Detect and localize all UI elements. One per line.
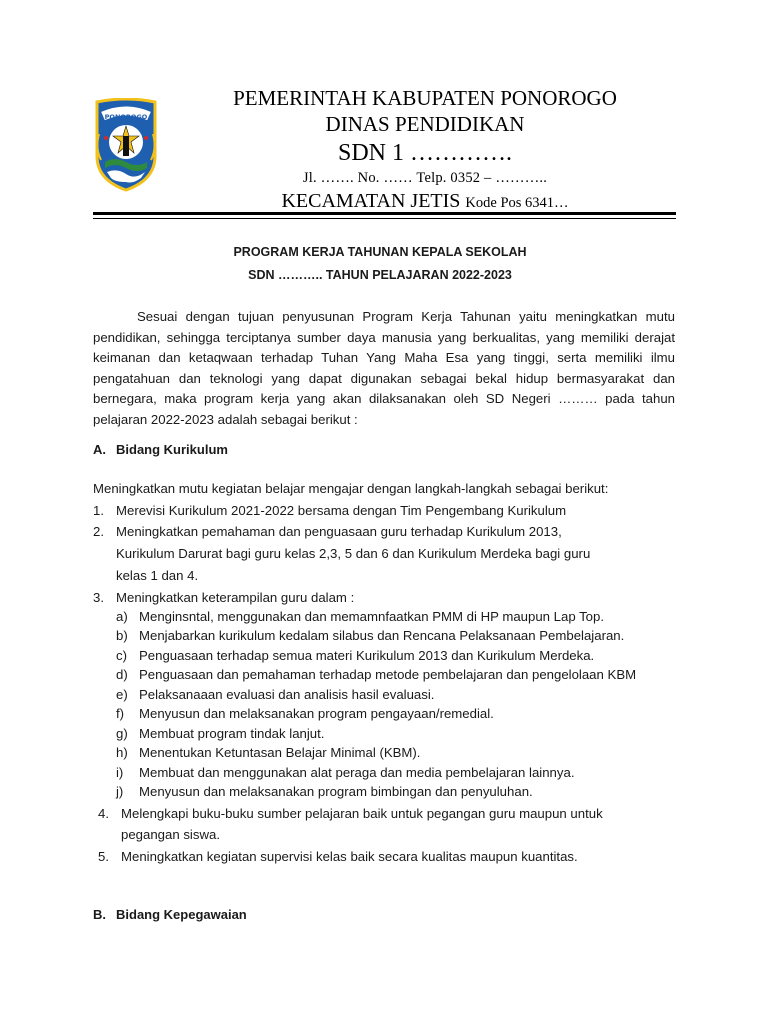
header-district-name: KECAMATAN JETIS: [281, 190, 461, 212]
document-title: PROGRAM KERJA TAHUNAN KEPALA SEKOLAH: [233, 245, 527, 259]
list-number: 5.: [98, 849, 109, 864]
sub-item-text: Penguasaan dan pemahaman terhadap metode pembelajaran dan pengelolaan KBM: [139, 667, 637, 682]
sub-item-text: Menentukan Ketuntasan Belajar Minimal (KBM).: [139, 745, 421, 760]
sub-item-letter: i): [116, 765, 124, 780]
sub-item-text: Membuat program tindak lanjut.: [139, 726, 325, 741]
section-a-title: Bidang Kurikulum: [116, 442, 228, 457]
list-number: 1.: [93, 503, 104, 518]
sub-item-letter: h): [116, 745, 128, 760]
header-government: PEMERINTAH KABUPATEN PONOROGO: [233, 86, 617, 110]
list-number: 2.: [93, 524, 104, 539]
sub-item-letter: b): [116, 628, 128, 643]
list-text: Merevisi Kurikulum 2021-2022 bersama dengan Tim Pengembang Kurikulum: [116, 503, 567, 518]
sub-item-text: Menyusun dan melaksanakan program bimbingan dan penyuluhan.: [139, 784, 533, 799]
list-text: Meningkatkan kegiatan supervisi kelas baik secara kualitas maupun kuantitas.: [121, 849, 578, 864]
section-b-heading: [93, 907, 247, 922]
sub-item-letter: c): [116, 648, 127, 663]
document-subtitle: SDN ……….. TAHUN PELAJARAN 2022-2023: [248, 268, 512, 282]
list-number: 3.: [93, 590, 104, 605]
emblem-text: PONOROGO: [104, 113, 148, 121]
sub-item-text: Membuat dan menggunakan alat peraga dan media pembelajaran lainnya.: [139, 765, 575, 780]
sub-item-letter: f): [116, 706, 125, 721]
header-postal-code: Kode Pos 6341…: [465, 195, 569, 211]
intro-paragraph-text: Sesuai dengan tujuan penyusunan Program Kerja Tahunan yaitu meningkatkan mutu pendidikan, sehingga terciptanya sumber daya manusia yang berkualitas, yang memiliki derajat keimanan dan ketaqwaan terhadap Tuhan Yang Maha Esa yang tinggi, serta memiliki ilmu pengatahuan dan teknologi yang dapat digunakan sebagai bekal hidup bermasyarakat dan bernegara, maka program kerja yang akan dilaksanakan oleh SD Negeri ……… pada tahun pelajaran 2022-2023 adalah sebagai berikut :: [93, 309, 675, 427]
list-text: Melengkapi buku-buku sumber pelajaran baik untuk pegangan guru maupun untuk: [121, 806, 603, 821]
list-item-2-continuation: kelas 1 dan 4.: [116, 568, 199, 583]
sub-item-text: Menjabarkan kurikulum kedalam silabus dan Rencana Pelaksanaan Pembelajaran.: [139, 628, 625, 643]
section-a-number: A.: [93, 442, 106, 457]
section-a-heading: [93, 442, 228, 457]
sub-item-letter: j): [116, 784, 124, 799]
section-a-intro: Meningkatkan mutu kegiatan belajar mengajar dengan langkah-langkah sebagai berikut:: [93, 481, 609, 496]
list-item-2-continuation: Kurikulum Darurat bagi guru kelas 2,3, 5 dan 6 dan Kurikulum Merdeka bagi guru: [116, 546, 591, 561]
sub-item-text: Penguasaan terhadap semua materi Kurikulum 2013 dan Kurikulum Merdeka.: [139, 648, 595, 663]
sub-item-letter: e): [116, 687, 128, 702]
list-item-4-continuation: pegangan siswa.: [121, 827, 220, 842]
sub-item-text: Menginsntal, menggunakan dan memamnfaatkan PMM di HP maupun Lap Top.: [139, 609, 605, 624]
header-divider-thin: [93, 218, 676, 219]
section-b-title: Bidang Kepegawaian: [116, 907, 247, 922]
header-divider-thick: [93, 212, 676, 215]
intro-paragraph: [93, 307, 675, 430]
sub-item-text: Menyusun dan melaksanakan program pengayaan/remedial.: [139, 706, 494, 721]
section-b-number: B.: [93, 907, 106, 922]
header-school: SDN 1 ………….: [337, 140, 512, 166]
sub-item-letter: d): [116, 667, 128, 682]
sub-item-text: Pelaksanaaan evaluasi dan analisis hasil evaluasi.: [139, 687, 435, 702]
header-address: Jl. ……. No. …… Telp. 0352 – ………..: [302, 170, 548, 186]
sub-item-letter: a): [116, 609, 128, 624]
header-district: [160, 190, 690, 213]
list-number: 4.: [98, 806, 109, 821]
list-text: Meningkatkan pemahaman dan penguasaan guru terhadap Kurikulum 2013,: [116, 524, 562, 539]
sub-item-letter: g): [116, 726, 128, 741]
ponorogo-regency-emblem-icon: [93, 98, 159, 192]
list-text: Meningkatkan keterampilan guru dalam :: [116, 590, 355, 605]
header-agency: DINAS PENDIDIKAN: [325, 112, 525, 136]
